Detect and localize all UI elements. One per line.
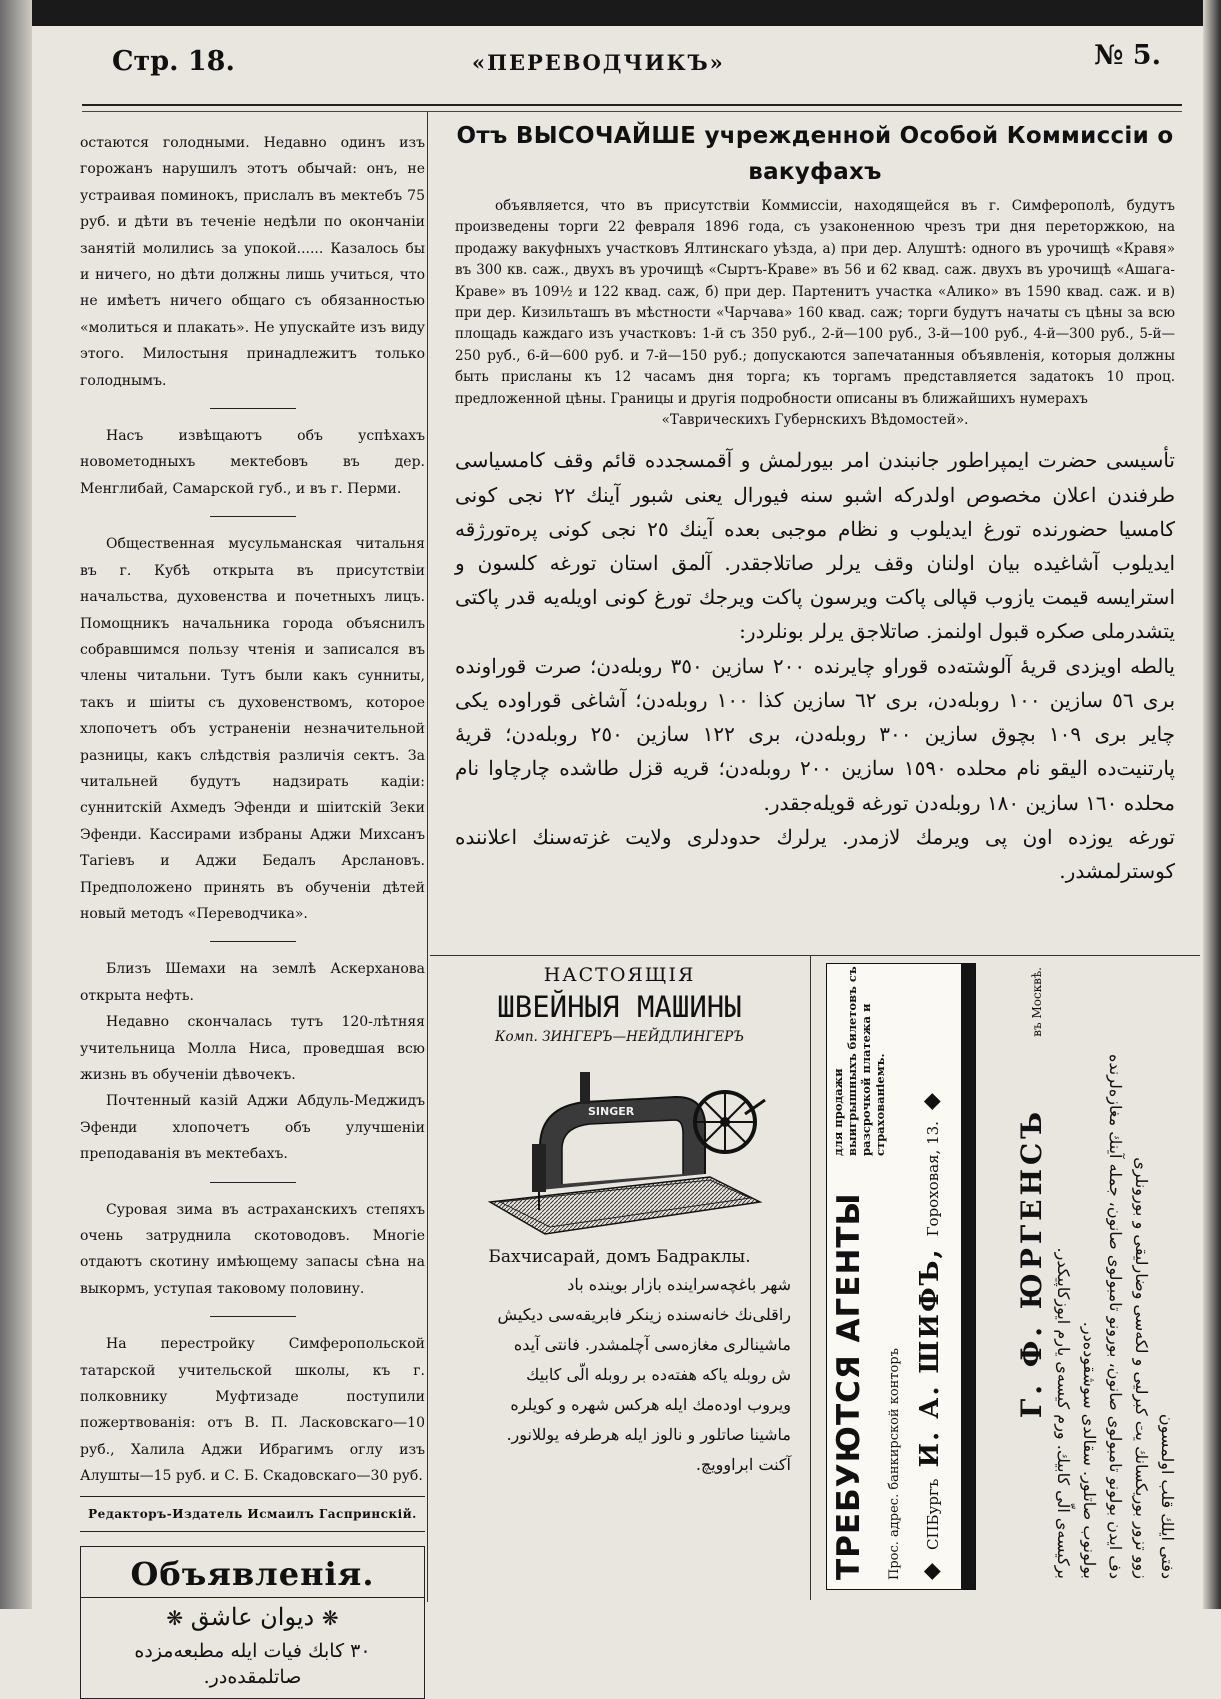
page-number: Стр. 18. bbox=[112, 46, 235, 77]
news-item: остаются голодными. Недавно одинъ изъ горожанъ нарушилъ этотъ обычай: онъ, не устраивая поминокъ, прислалъ въ мектебъ 75 руб. и дѣти въ теченіе недѣли по окончаніи занятій молились за упокой...... Казалось бы и ничего, но дѣти должны лишь учиться, что не имѣетъ ничего общаго съ обязанностью «молиться и плакать». Не упускайте изъ виду этого. Милостыня принадлежитъ только голоднымъ. bbox=[80, 135, 425, 389]
singer-ottoman-line: راقلی‌نك خانه‌سنده زینکر فابریقه‌سی دیکیش bbox=[497, 1305, 791, 1324]
news-item: Близъ Шемахи на землѣ Аскерханова открыта нефть. bbox=[80, 961, 425, 1004]
news-column bbox=[80, 130, 425, 1699]
notice-source: «Таврическихъ Губернскихъ Вѣдомостей». bbox=[661, 412, 969, 429]
singer-ad-line1: НАСТОЯЩІЯ bbox=[543, 964, 696, 986]
singer-ad-ottoman bbox=[432, 1270, 807, 1480]
jurgens-ottoman-line: دفتی ایلك قلب اولمسون bbox=[1158, 1413, 1177, 1579]
jurgens-ottoman-line: دف ایدن بولونو تامبولوی صانون، بورونو تامبولوی صانون، جمله آینك مغازه‌لرنده bbox=[1106, 1053, 1125, 1579]
separator bbox=[210, 1182, 296, 1183]
book-ad-title bbox=[85, 1604, 420, 1631]
ads-divider bbox=[430, 955, 1200, 956]
scan-left-edge bbox=[0, 0, 32, 1609]
agents-ad-city: СПБургъ bbox=[924, 1478, 942, 1551]
singer-ottoman-line: شهر باغچه‌سراینده بازار بوینده باد bbox=[567, 1275, 791, 1294]
ottoman-paragraph: تأسیسی حضرت ایمپراطور جانبندن امر بیورلمش و آقمسجدده قائم وقف کامسیاسی طرفندن اعلان مخصوص اولدرکه اشبو سنه فیورال یعنی شبور آینك ٢٢ نجی کونی کامسیا حضورنده تورغ ایدیلوب و نظام موجبی بعده آینك ٢٥ نجی کونی پره‌تورژقه ایدیلوب آشاغیده بیان اولنان وقف یرلر صاتلاجقدر. آلمق استان تورغه کلسون و استرایسه قیمت یازوب قپالی پاکت ویرسون پاکت ویرجك تورغ کونی اویله‌یه قدر پاکتی یتشدرملی صکره قبول اولنمز. صاتلاجق یرلر بونلردر: bbox=[455, 448, 1176, 644]
jurgens-ad-rotated bbox=[995, 963, 1180, 1583]
book-ad-title-text: ديوان عاشق bbox=[190, 1603, 315, 1632]
page-header bbox=[112, 40, 1161, 90]
agents-ad-contact bbox=[915, 1091, 945, 1580]
header-rule bbox=[82, 104, 1182, 106]
singer-ad-address: Бахчисарай, домъ Бадраклы. bbox=[488, 1247, 751, 1267]
agents-ad bbox=[826, 963, 976, 1590]
ottoman-paragraph: یالطه اویزدی قریهٔ آلوشته‌ده قوراو چایرنده ٢٠٠ سازین ٣٥٠ روبله‌دن؛ صرت قوراونده بری ٥٦ سازین ١٠٠ روبله‌دن، بری ٦٢ سازین کذا ١٠٠ روبله‌دن؛ آشاغی قوراوده یکی چایر بری ١٠٩ بچوق سازین ٣٠٠ روبله‌دن، بری ١٢٢ سازین ٢٥٠ روبله‌دن؛ قریهٔ پارتنیت‌ده الیقو نام محلده ١٥٩٠ سازین ٢٠٠ روبله‌دن؛ قریه قزل طاشده چارچاوا نام محلده ١٦٠ سازین ١٨٠ روبله‌دن تورغه قویله‌جقدر. bbox=[455, 653, 1176, 815]
jurgens-ad-name: Г. Ф. ЮРГЕНСЪ bbox=[1015, 1107, 1048, 1419]
singer-brand-text: SINGER bbox=[587, 1105, 634, 1118]
agents-ad-street: Гороховая, 13. bbox=[924, 1121, 942, 1237]
news-item: На перестройку Симферопольской татарской учительской школы, къ г. полковнику Муфтизаде поступили пожертвованія: отъ В. П. Ласковскаго—10 руб., Халила Аджи Ибрагимъ оглу изъ Алушты—15 руб. и С. Б. Скадовскаго—30 руб. bbox=[80, 1336, 425, 1485]
notice-heading: Отъ ВЫСОЧАЙШЕ учрежденной Особой Коммиссіи о вакуфахъ bbox=[456, 123, 1174, 185]
book-ad-price: ٣٠ كابك فيات ايله مطبعه‌مزده bbox=[134, 1639, 371, 1662]
news-item: Насъ извѣщаютъ объ успѣхахъ новометодныхъ мектебовъ въ дер. Менглибай, Самарской губ., и въ г. Перми. bbox=[80, 428, 425, 497]
commission-notice bbox=[455, 118, 1175, 888]
notice-text: объявляется, что въ присутствіи Коммиссіи, находящейся въ г. Симферополѣ, будутъ произведены торги 22 февраля 1896 года, съ узаконенною чрезъ три дня переторжкою, на продажу вакуфныхъ участковъ Ялтинскаго уѣзда, а) при дер. Алуштѣ: одного въ урочищѣ «Кравя» въ 300 кв. саж., двухъ въ урочищѣ «Сыртъ-Краве» въ 56 и 62 квад. саж. двухъ въ урочищѣ «Ашага-Краве» въ 109½ и 122 квад. саж, б) при дер. Партенитъ участка «Алико» въ 1590 квад. саж. и в) при дер. Кизильташъ въ мѣстности «Чарчава» 160 квад. саж; торги будутъ начаты съ цѣны за всю площадь каждаго изъ участковъ: 1-й съ 350 руб., 2-й—100 руб., 3-й—100 руб., 4-й—300 руб., 5-й—250 руб., 6-й—600 руб. и 7-й—150 руб.; допускаются запечатанныя объявленія, которыя должны быть присланы къ 12 часамъ дня торга; къ торгамъ представляется задатокъ 10 проц. предложенной цѣны. Границы и другія подробности описаны въ ближайшихъ нумерахъ bbox=[455, 198, 1175, 407]
notice-body-russian bbox=[455, 196, 1175, 431]
newspaper-title: «ПЕРЕВОДЧИКЪ» bbox=[472, 50, 725, 75]
agents-ad-name: И. А. ШИФЪ, bbox=[915, 1247, 945, 1468]
ad-divider bbox=[810, 955, 811, 1600]
news-item: Недавно скончалась тутъ 120-лѣтняя учительница Молла Ниса, проведшая всю жизнь въ обученіи дѣвочекъ. bbox=[80, 1014, 425, 1083]
singer-ottoman-line: ماشینالری مغازه‌سی آچلمشدر. فانتی آیده bbox=[513, 1335, 791, 1354]
jurgens-ad-city: въ Москвѣ. bbox=[1030, 967, 1044, 1037]
scan-right-edge bbox=[1203, 0, 1221, 1609]
separator bbox=[210, 408, 296, 409]
separator bbox=[210, 941, 296, 942]
announcements-box bbox=[80, 1546, 425, 1699]
editor-line: Редакторъ-Издатель Исмаилъ Гаспринскій. bbox=[80, 1496, 425, 1532]
scan-top-edge bbox=[0, 0, 1221, 26]
agents-ad-address-prefix: Прос. адрес. банкирской конторъ bbox=[887, 1348, 902, 1580]
news-item: Суровая зима въ астраханскихъ степяхъ очень затруднила скотоводовъ. Многіе отдаютъ скотину имѣющему запасы сѣна на выкормъ, уступая таковому половину. bbox=[80, 1201, 425, 1297]
ottoman-paragraph: تورغه یوزده اون پی ویرمك لازمدر. یرلرك حدودلری ولایت غزته‌سنك اعلاننده کوسترلمشدر. bbox=[455, 824, 1175, 883]
column-divider bbox=[427, 112, 428, 1602]
ornament-icon: ❋ bbox=[321, 1606, 339, 1631]
agents-ad-rotated bbox=[827, 966, 975, 1586]
singer-ottoman-line: ش روبله یاکه هفته‌ده بر روبله الّی کابیك bbox=[526, 1365, 791, 1384]
news-item: Почтенный казій Аджи Абдуль-Меджидъ Эфенди хлопочетъ объ улучшеніи преподаванія въ мектебахъ. bbox=[80, 1093, 425, 1163]
news-item: Общественная мусульманская читальня въ г. Кубѣ открыта въ присутствіи начальства, духовенства и почетныхъ лицъ. Помощникъ начальника города объяснилъ собравшимся пользу чтенія и записался въ члены читальни. Тутъ были какъ сунниты, такъ и шіиты съ духовенствомъ, которое хлопочетъ объ устраненіи незначительной разницы, какъ слѣдствія различія сектъ. За читальней будутъ надзирать кадіи: суннитскій Ахмедъ Эфенди и шіитскій Зеки Эфенди. Кассирами избраны Аджи Михсанъ Тагіевъ и Аджи Бедалъ Арслановъ. Предположено принять въ обученіи дѣтей новый методъ «Переводчика». bbox=[80, 536, 425, 922]
header-rule-thin bbox=[82, 111, 1182, 112]
diamond-icon: ◆ bbox=[918, 1091, 944, 1110]
ornament-icon: ❋ bbox=[166, 1606, 184, 1631]
issue-number: № 5. bbox=[1094, 40, 1161, 71]
singer-ad bbox=[432, 962, 807, 1480]
diamond-icon: ◆ bbox=[918, 1561, 944, 1580]
announcements-title: Объявленія. bbox=[81, 1553, 424, 1598]
singer-ad-company: Комп. ЗИНГЕРЪ—НЕЙДЛИНГЕРЪ bbox=[495, 1029, 744, 1045]
jurgens-ad-ottoman bbox=[1050, 963, 1180, 1583]
singer-ad-headline: ШВЕЙНЫЯ МАШИНЫ bbox=[497, 990, 742, 1024]
jurgens-ottoman-line: زوو تزور بوریکسانك یت کبرلیی و لکه‌سی وضارلیقی و بورونلری bbox=[1132, 1157, 1151, 1579]
jurgens-ad bbox=[995, 963, 1180, 1588]
agents-ad-headline: ТРЕБУЮТСЯ АГЕНТЫ bbox=[831, 1192, 867, 1580]
notice-body-ottoman bbox=[455, 443, 1175, 888]
book-ad-sale: صاتلمقده‌در. bbox=[203, 1665, 302, 1688]
separator bbox=[210, 516, 296, 517]
singer-ottoman-line: آکنت ابراوویچ. bbox=[695, 1455, 791, 1474]
jurgens-ottoman-line: برکیسه‌ی الّی کابیك. ورم کیسه‌ی یارم ایوزکاپیکدر. bbox=[1054, 1247, 1073, 1579]
separator bbox=[210, 1316, 296, 1317]
singer-ottoman-line: ماشینا صاتلور و نالوز ایله هرطرفه یوللانور. bbox=[506, 1425, 791, 1444]
jurgens-ottoman-line: بولونوب صاتلور. سقالدی سوشقوده‌در. bbox=[1080, 1321, 1099, 1579]
singer-ottoman-line: ویروب اوده‌مك ایله هرکس شهره و کویلره bbox=[510, 1395, 791, 1414]
agents-ad-purpose: для продажи выигрышныхъ билетовъ съ разсрочкой платежа и страхованіемъ. bbox=[831, 966, 887, 1156]
sewing-machine-icon bbox=[470, 1052, 770, 1242]
